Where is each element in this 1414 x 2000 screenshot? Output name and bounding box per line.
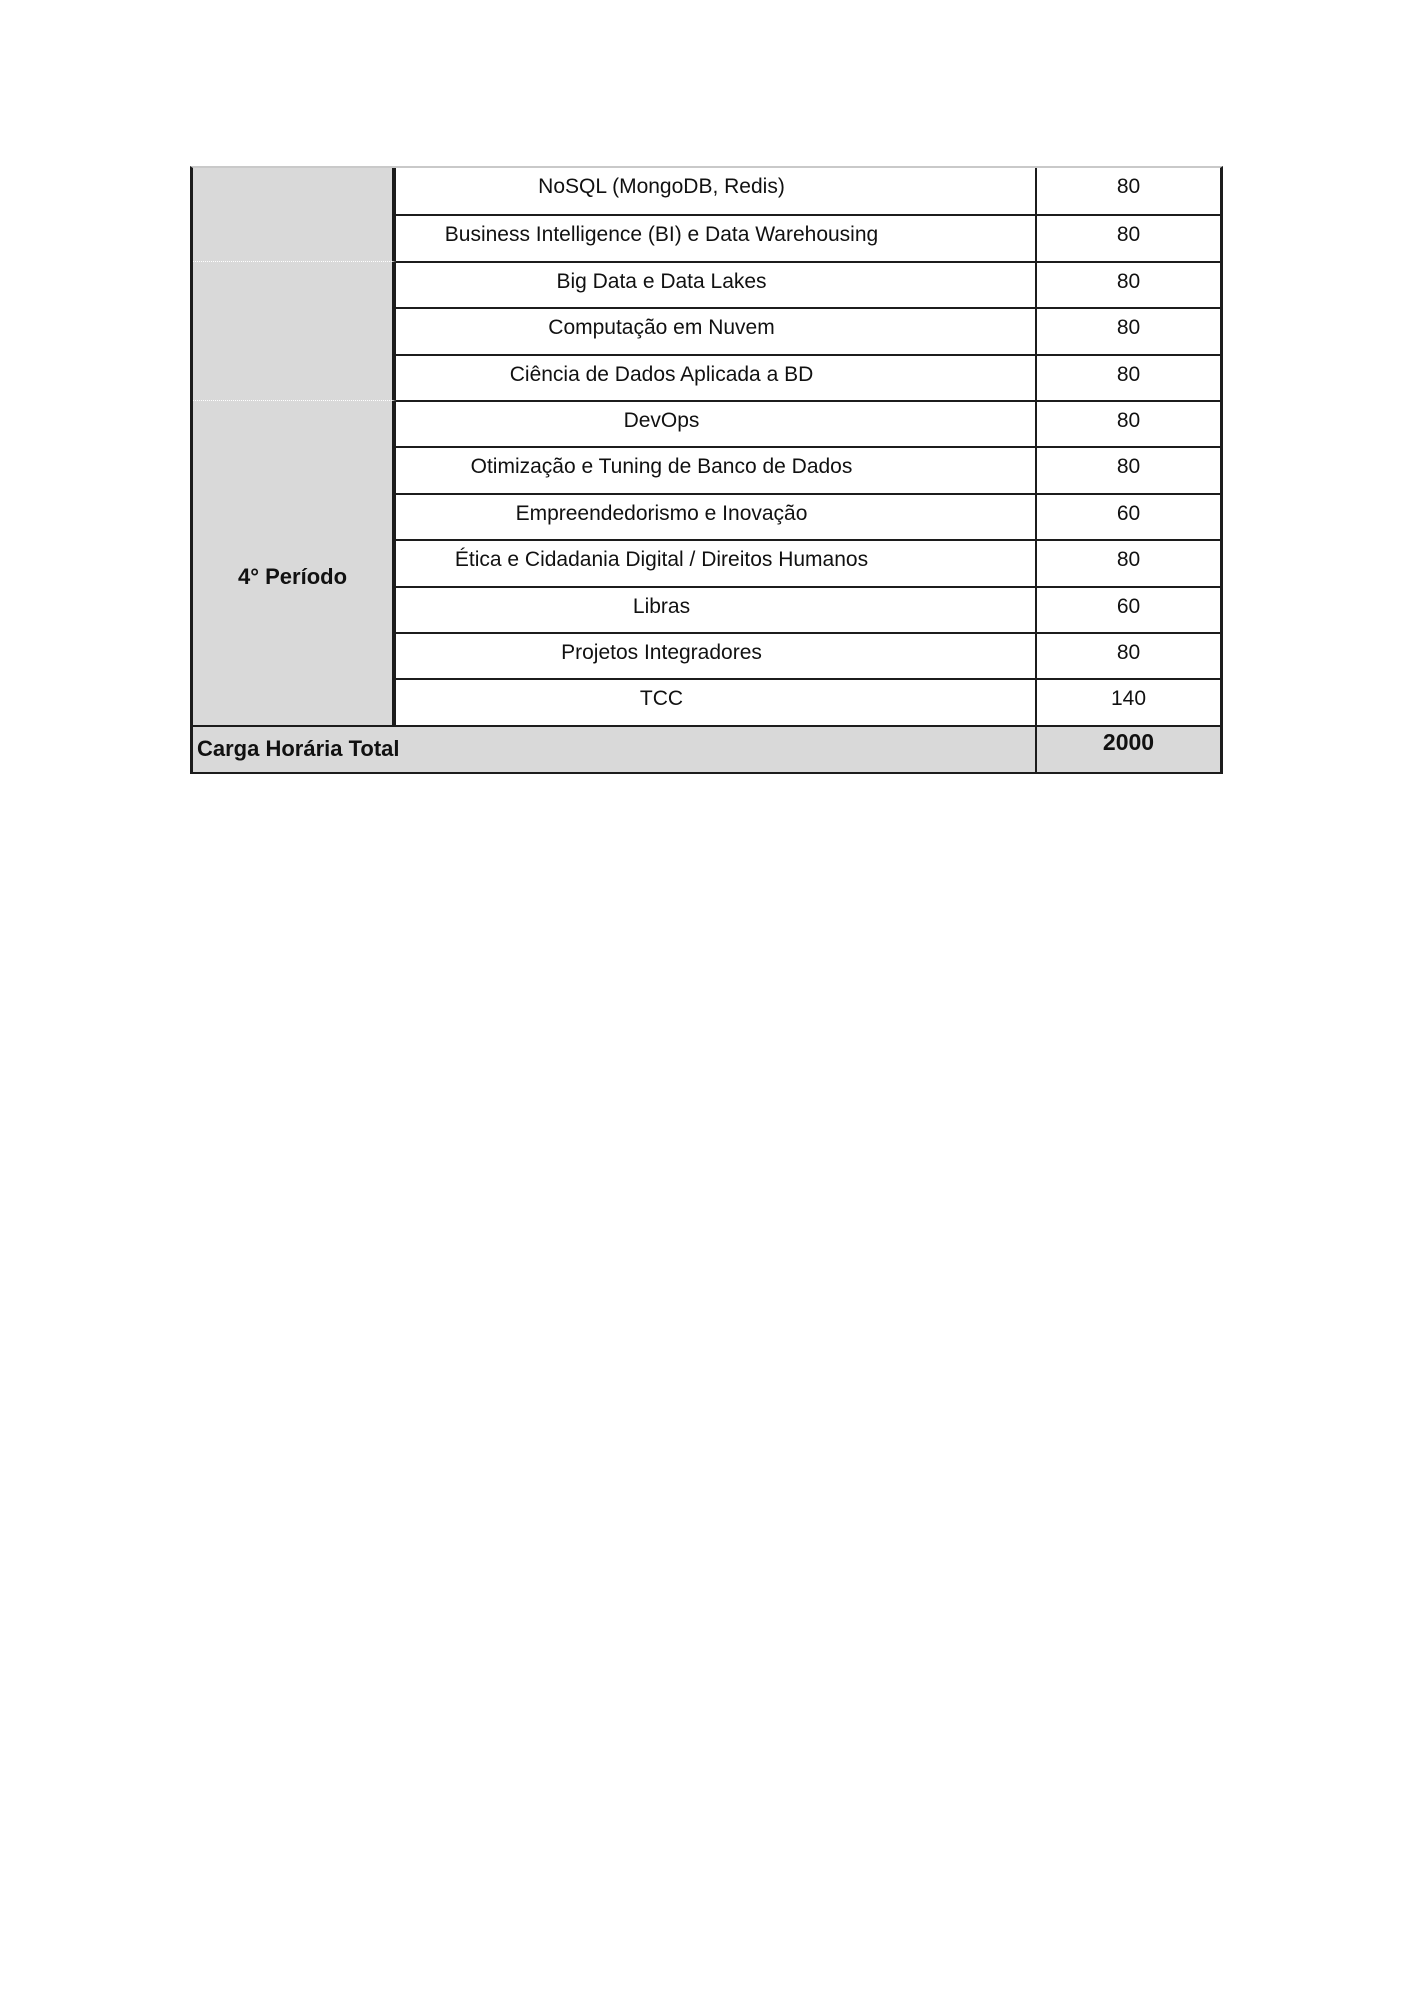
course-cell: Projetos Integradores — [396, 632, 1035, 678]
hours-cell: 60 — [1035, 493, 1220, 539]
period-label: 4° Período — [237, 563, 348, 589]
hours-cell: 60 — [1035, 586, 1220, 632]
total-label-cell: Carga Horária Total — [193, 725, 1035, 772]
course-cell: Computação em Nuvem — [396, 307, 1035, 353]
hours-cell: 80 — [1035, 214, 1220, 260]
course-cell: NoSQL (MongoDB, Redis) — [538, 175, 785, 198]
hours-cell: 80 — [1035, 168, 1220, 214]
course-cell: Empreendedorismo e Inovação — [396, 493, 1035, 539]
hours-cell: 80 — [1035, 400, 1220, 446]
course-cell: Ciência de Dados Aplicada a BD — [396, 354, 1035, 400]
course-cell: Ética e Cidadania Digital / Direitos Humanos — [396, 539, 1035, 585]
curriculum-table — [190, 166, 1223, 774]
course-cell: Otimização e Tuning de Banco de Dados — [396, 446, 1035, 492]
course-cell: TCC — [396, 678, 1035, 724]
hours-cell: 140 — [1035, 678, 1220, 724]
period-cell-3 — [193, 400, 396, 725]
hours-cell: 80 — [1035, 632, 1220, 678]
course-cell: DevOps — [396, 400, 1035, 446]
course-cell: Big Data e Data Lakes — [396, 261, 1035, 307]
curriculum-table-grid — [193, 168, 1220, 771]
hours-cell: 80 — [1035, 539, 1220, 585]
total-value-cell: 2000 — [1035, 725, 1220, 772]
hours-cell: 80 — [1035, 307, 1220, 353]
period-cell-2 — [193, 261, 396, 400]
hours-cell: 80 — [1035, 446, 1220, 492]
hours-cell: 80 — [1035, 354, 1220, 400]
hours-cell: 80 — [1035, 261, 1220, 307]
period-cell-1 — [193, 168, 396, 261]
course-cell: Libras — [396, 586, 1035, 632]
course-cell: Business Intelligence (BI) e Data Warehousing — [396, 214, 1035, 260]
